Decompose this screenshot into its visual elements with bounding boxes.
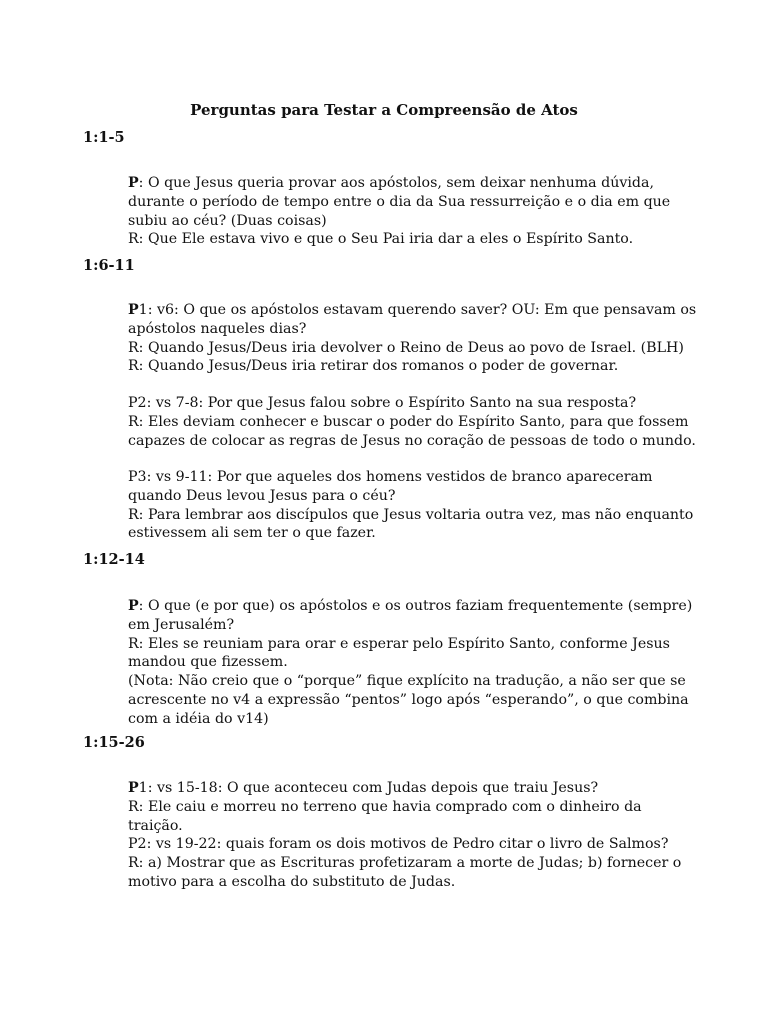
section-ref-1-6-11: 1:6-11 — [83, 257, 135, 274]
question-text: P3: vs 9-11: Por que aqueles dos homens vestidos de branco apareceram quando Deus levou Jesus para o céu? — [128, 469, 653, 504]
answer-text: R: a) Mostrar que as Escrituras profetizaram a morte de Judas; b) fornecer o motivo para a escolha do substituto de Judas. — [128, 854, 682, 890]
answer-text: R: Quando Jesus/Deus iria retirar dos romanos o poder de governar. — [128, 358, 619, 375]
question-block — [128, 835, 698, 891]
question-label: P — [128, 598, 139, 614]
question-block — [128, 174, 698, 249]
question-block — [128, 394, 698, 450]
answer-text: R: Que Ele estava vivo e que o Seu Pai iria dar a eles o Espírito Santo. — [128, 231, 634, 248]
answer-text: R: Ele caiu e morreu no terreno que havia comprado com o dinheiro da traição. — [128, 798, 642, 834]
answer-text: R: Eles deviam conhecer e buscar o poder do Espírito Santo, para que fossem capazes de colocar as regras de Jesus no coração de pessoas de todo o mundo. — [128, 413, 696, 449]
question-label: P — [128, 780, 139, 796]
section-ref-1-12-14: 1:12-14 — [83, 551, 145, 568]
question-block — [128, 301, 698, 376]
question-label: P — [128, 175, 139, 191]
answer-text: R: Quando Jesus/Deus iria devolver o Reino de Deus ao povo de Israel. (BLH) — [128, 339, 684, 356]
section-ref-1-1-5: 1:1-5 — [83, 129, 125, 146]
answer-text: R: Eles se reuniam para orar e esperar pelo Espírito Santo, conforme Jesus mandou que fizessem. — [128, 635, 670, 671]
question-text: P: O que (e por que) os apóstolos e os outros faziam frequentemente (sempre) em Jerusalém? — [128, 598, 693, 633]
question-block — [128, 597, 698, 729]
question-block — [128, 468, 698, 543]
note-text: (Nota: Não creio que o “porque” fique explícito na tradução, a não ser que se acrescente no v4 a expressão “pentos” logo após “esperando”, o que combina com a idéia do v14) — [128, 673, 689, 727]
question-block — [128, 779, 698, 835]
question-text: P2: vs 7-8: Por que Jesus falou sobre o Espírito Santo na sua resposta? — [128, 395, 637, 411]
page-title: Perguntas para Testar a Compreensão de Atos — [190, 101, 578, 119]
question-text: P1: vs 15-18: O que aconteceu com Judas depois que traiu Jesus? — [128, 780, 599, 796]
section-ref-1-15-26: 1:15-26 — [83, 734, 145, 751]
question-text: P2: vs 19-22: quais foram os dois motivos de Pedro citar o livro de Salmos? — [128, 836, 669, 852]
answer-text: R: Para lembrar aos discípulos que Jesus voltaria outra vez, mas não enquanto estivessem ali sem ter o que fazer. — [128, 506, 694, 542]
question-label: P — [128, 302, 139, 318]
question-text: P1: v6: O que os apóstolos estavam querendo saver? OU: Em que pensavam os apóstolos naqueles dias? — [128, 302, 697, 337]
question-text: P: O que Jesus queria provar aos apóstolos, sem deixar nenhuma dúvida, durante o período de tempo entre o dia da Sua ressurreição e o dia em que subiu ao céu? (Duas coisas) — [128, 175, 671, 229]
